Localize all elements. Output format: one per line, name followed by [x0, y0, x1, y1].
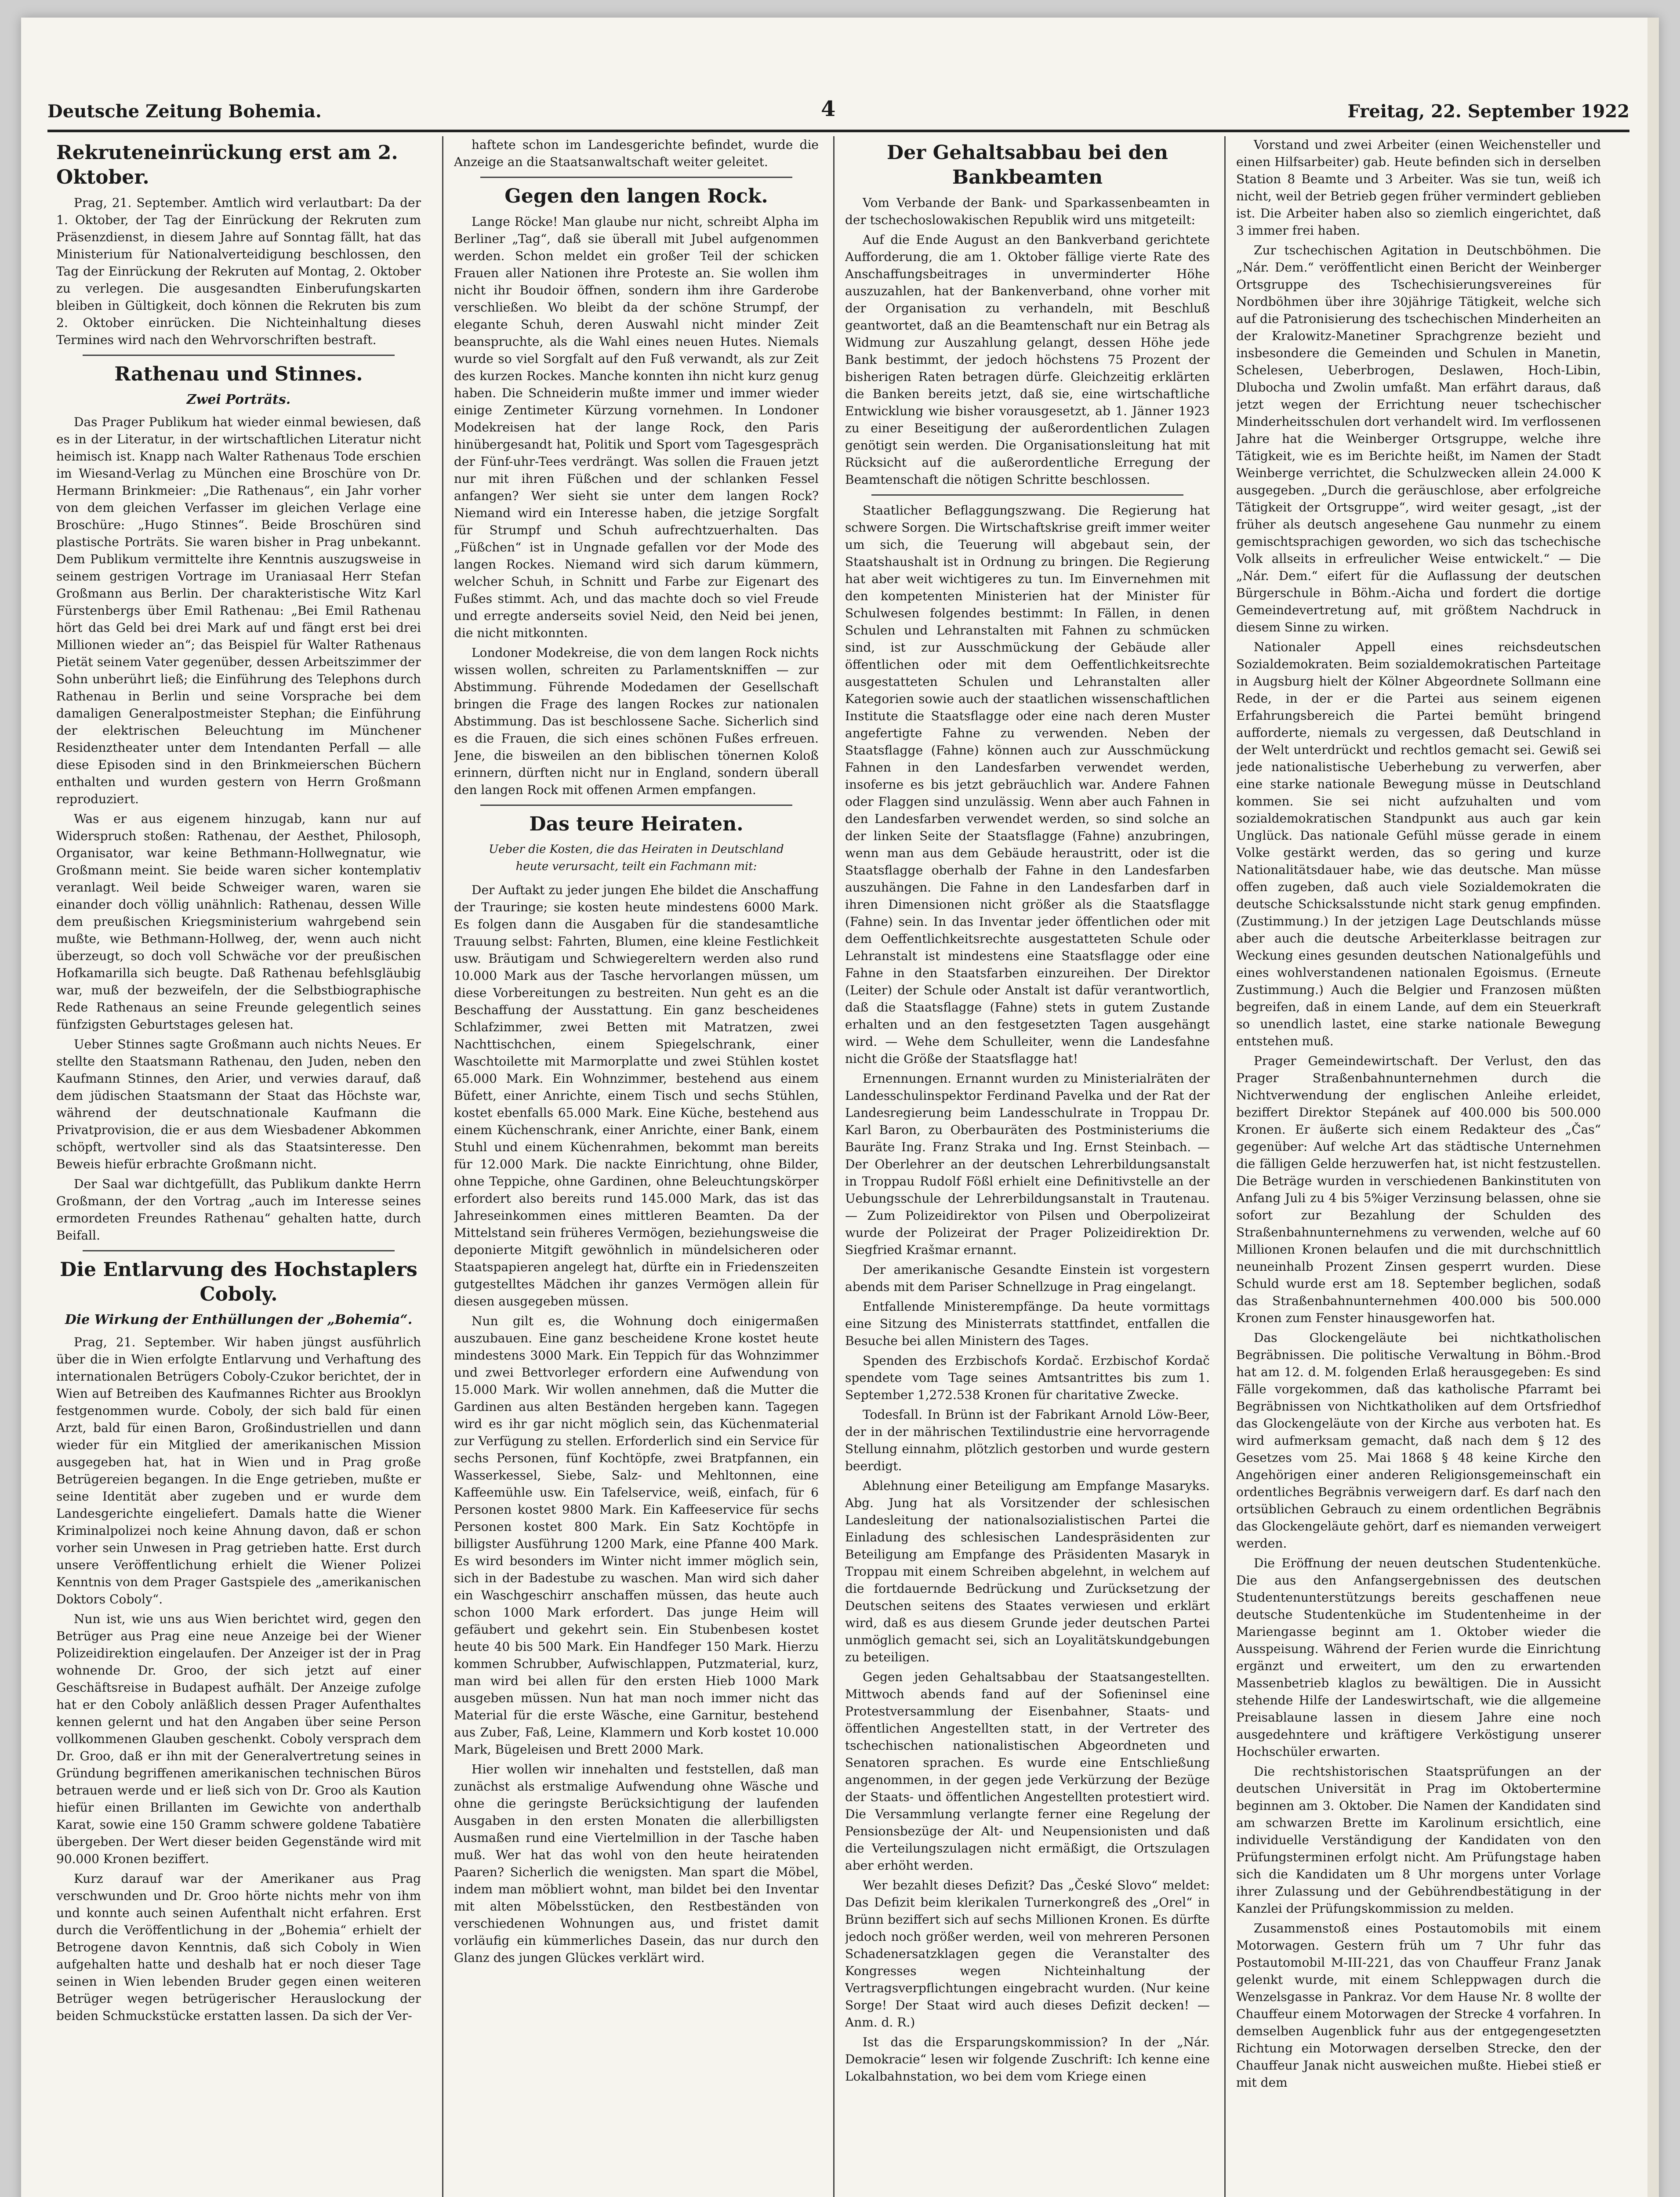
article-title: Das teure Heiraten. [529, 813, 744, 835]
article-paragraph: Ueber Stinnes sagte Großmann auch nichts Neues. Er stellte den Staatsmann Rathenau, den Juden, neben den Kaufmann Stinnes, den Arier, und verwies darauf, daß dem jüdischen Staatsmann der Staat das Höchste war, während der deutschnationale Kaufmann die Privatprovision, die er aus dem Wiesbadener Abkommen schöpft, wertvoller sind als das Staatsinteresse. Den Beweis hiefür erbrachte Großmann nicht. [56, 1037, 421, 1171]
article-title: Gegen den langen Rock. [504, 185, 768, 207]
article-paragraph: Auf die Ende August an den Bankverband gerichtete Aufforderung, die am 1. Oktober fällige vierte Rate des Anschaffungsbeitrages in unverminderter Höhe auszuzahlen, hat der Bankenverband, ohne vorher mit der Organisation zu verhandeln, mit Beschluß geantwortet, daß an die Beamtenschaft nur ein Betrag als Widmung zur Auszahlung gelangt, dessen Höhe jede Bank bestimmt, der jedoch höchstens 75 Prozent der bisherigen Raten betragen dürfe. Gleichzeitig erklärten die Banken bereits jetzt, daß sie, eine wirtschaftliche Entwicklung wie bisher vorausgesetzt, ab 1. Jänner 1923 zu einer Beseitigung der außerordentlichen Zulagen genötigt sein werden. Die Organisationsleitung hat mit Rücksicht auf die außerordentliche Erregung der Beamtenschaft die nötigen Schritte beschlossen. [845, 232, 1210, 487]
news-item: Zusammenstoß eines Postautomobils mit einem Motorwagen. Gestern früh um 7 Uhr fuhr das Postautomobil M-III-221, das von Chauffeur Franz Janak gelenkt wurde, mit einem Schleppwagen durch die Wenzelsgasse in Pankraz. Vor dem Hause Nr. 8 wollte der Chauffeur einem Motorwagen der Strecke 4 vorfahren. In demselben Augenblick fuhr aus der entgegengesetzten Richtung ein Motorwagen derselben Strecke, den der Chauffeur Janak nicht ausweichen mußte. Hiebei stieß er mit dem [1236, 1921, 1601, 2090]
news-item: Die Eröffnung der neuen deutschen Studentenküche. Die aus den Anfangsergebnissen des deutschen Studentenunterstützungs bereits geschaffenen neue deutsche Studentenküche im Studentenheime in der Mariengasse beginnt am 1. Oktober wieder die Ausspeisung. Während der Ferien wurde die Einrichtung ergänzt und erweitert, um den zu erwartenden Massenbetrieb klaglos zu bewältigen. Die in Aussicht stehende Hilfe der Landeswirtschaft, wie die allgemeine Preisablaune lassen in diesem Jahre eine noch ausgedehntere und kräftigere Verköstigung unserer Hochschüler erwarten. [1236, 1556, 1601, 1759]
column-divider [833, 136, 835, 2197]
article-paragraph: Das Prager Publikum hat wieder einmal bewiesen, daß es in der Literatur, in der wirtschaftlichen Literatur nicht heimisch ist. Knapp nach Walter Rathenaus Tode erschien im Wiesand-Verlag zu München eine Broschüre von Dr. Hermann Brinkmeier: „Die Rathenaus“, ein Jahr vorher von dem gleichen Verfasser im gleichen Verlage eine Broschüre: „Hugo Stinnes“. Beide Broschüren sind plastische Porträts. Sie waren bisher in Prag unbekannt. Dem Publikum vermittelte ihre Kenntnis auszugsweise in seinem gestrigen Vortrage im Uraniasaal Herr Stefan Großmann aus Berlin. Der charakteristische Witz Karl Fürstenbergs über Emil Rathenau: „Bei Emil Rathenau hört das Geld bei drei Mark auf und fängt erst bei drei Millionen wieder an“; das Beispiel für Walter Rathenaus Pietät seinem Vater gegenüber, dessen Arbeitszimmer der Sohn unberührt ließ; die Einführung des Telephons durch Rathenau in Berlin und seine Vorsprache bei dem damaligen Generalpostmeister Stephan; die Einführung der elektrischen Beleuchtung im Münchener Residenztheater unter dem Intendanten Perfall — alle diese Episoden sind in den Brinkmeierschen Büchern enthalten und wurden gestern von Herrn Großmann reproduziert. [56, 415, 421, 806]
page-edge [1647, 18, 1659, 2197]
article-paragraph: Hier wollen wir innehalten und feststellen, daß man zunächst als erstmalige Aufwendung ohne Wäsche und ohne die geringste Berücksichtigung der laufenden Ausgaben in den ersten Monaten die allerbilligsten Ausmaßen rund eine Viertelmillion in der Tasche haben muß. Wer hat das wohl von den heute heiratenden Paaren? Sicherlich die wenigsten. Man spart die Möbel, indem man möbliert wohnt, man bildet bei den Inventar mit alten Möbelsstücken, den Restbeständen von verschiedenen Wohnungen aus, und fristet damit vorläufig ein kümmerliches Dasein, das nur durch den Glanz des jungen Glückes verklärt wird. [454, 1762, 819, 1965]
news-item: Nationaler Appell eines reichsdeutschen Sozialdemokraten. Beim sozialdemokratischen Parteitage in Augsburg hielt der Kölner Abgeordnete Sollmann eine Rede, in der er die Partei aus seinem eigenen Erfahrungsbereich die Partei bemüht bringend aufforderte, niemals zu vergessen, daß Deutschland in der Welt unterdrückt und rechtlos gemacht sei. Gewiß sei jede nationalistische Ueberhebung zu verwerfen, aber eine starke nationale Bewegung müsse in Deutschland kommen. Sie sei nicht aufzuhalten und vom sozialdemokratischen Standpunkt aus auch gar kein Unglück. Das nationale Gefühl müsse gerade in einem Volke gestärkt werden, das so gering und kurze Nationalitätsdauer habe, wie das deutsche. Man müsse offen zugeben, daß auch viele Sozialdemokraten die deutsche Schicksalsstunde nicht stark genug empfinden. (Zustimmung.) In der jetzigen Lage Deutschlands müsse aber auch die deutsche Arbeiterklasse beitragen zur Weckung eines gesunden deutschen Nationalgefühls und eines wohlverstandenen nationalen Egoismus. (Erneute Zustimmung.) Auch die Belgier und Franzosen müßten begreifen, daß in einem Lande, auf dem ein Steuerkraft so unendlich lastet, eine starke nationale Bewegung entstehen muß. [1236, 640, 1601, 1048]
article-title: Rathenau und Stinnes. [114, 363, 363, 385]
news-item: Ablehnung einer Beteiligung am Empfange Masaryks. Abg. Jung hat als Vorsitzender der schlesischen Landesleitung der nationalsozialistischen Partei die Einladung des schlesischen Landespräsidenten zur Beteiligung am Empfange des Präsidenten Masaryk in Troppau mit einem Schreiben abgelehnt, in welchem auf die fortdauernde Bedrückung und Zurücksetzung der Deutschen seitens des Staates verwiesen und erklärt wird, daß es aus diesem Grunde jeder deutschen Partei unmöglich gemacht sei, sich an Loyalitätskundgebungen zu beteiligen. [845, 1479, 1210, 1664]
news-item: Entfallende Ministerempfänge. Da heute vormittags eine Sitzung des Ministerrats stattfindet, entfallen die Besuche bei allen Ministern des Tages. [845, 1299, 1210, 1348]
column-2 [454, 136, 819, 2197]
article-paragraph: Nun ist, wie uns aus Wien berichtet wird, gegen den Betrüger aus Prag eine neue Anzeige bei der Wiener Polizeidirektion eingelaufen. Der Anzeiger ist der in Prag wohnende Dr. Groo, der sich jetzt auf einer Geschäftsreise in Budapest aufhält. Der Anzeige zufolge hat er den Coboly anläßlich dessen Prager Aufenthaltes kennen gelernt und hat den Angaben über seine Person vollkommenen Glauben geschenkt. Coboly versprach dem Dr. Groo, daß er ihn mit der Generalvertretung seines in Gründung begriffenen amerikanischen technischen Büros betrauen werde und er ließ sich von Dr. Groo als Kaution hiefür einen Brillanten im Gewichte von anderthalb Karat, sowie eine 150 Gramm schwere goldene Tabatière übergeben. Der Wert dieser beiden Gegenstände wird mit 90.000 Kronen beziffert. [56, 1612, 421, 1866]
article-title: Der Gehaltsabbau bei den Bankbeamten [887, 141, 1168, 189]
article-title: Rekruteneinrückung erst am 2. Oktober. [56, 141, 398, 189]
article-separator [83, 1250, 395, 1251]
news-item: Prager Gemeindewirtschaft. Der Verlust, den das Prager Straßenbahnunternehmen durch die Nichtverwendung der englischen Anleihe erleidet, beziffert Direktor Stepánek auf 400.000 bis 500.000 Kronen. Er äußerte sich einem Redakteur des „Čas“ gegenüber: Auf welche Art das städtische Unternehmen die fälligen Gelde herzuwerfen hat, ist nicht festzustellen. Die Beträge wurden in verschiedenen Bankinstituten von Anfang Juli zu 4 bis 5%iger Verzinsung belassen, ohne sie sofort zur Bezahlung der Schulden des Straßenbahnunternehmens zu verwenden, welche auf 60 Millionen Kronen belaufen und die mit durchschnittlich neuneinhalb Prozent Zinsen gesperrt wurden. Diese Schuld wurde erst am 18. September beglichen, sodaß das Straßenbahnunternehmen 400.000 bis 500.000 Kronen zum Fenster hinausgeworfen hat. [1236, 1054, 1601, 1325]
article-paragraph: Prag, 21. September. Amtlich wird verlautbart: Da der 1. Oktober, der Tag der Einrückung der Rekruten zum Präsenzdienst, in diesem Jahre auf Sonntag fällt, hat das Ministerium für Nationalverteidigung beschlossen, den Tag der Einrückung der Rekruten auf Montag, 2. Oktober zu verlegen. Die ausgesandten Einberufungskarten bleiben in Gültigkeit, doch können die Rekruten bis zum 2. Oktober einrücken. Die Nichteinhaltung dieses Termines wird nach den Wehrvorschriften bestraft. [56, 196, 421, 347]
article-paragraph: Kurz darauf war der Amerikaner aus Prag verschwunden und Dr. Groo hörte nichts mehr von ihm und konnte auch seinen Aufenthalt nicht erfahren. Erst durch die Veröffentlichung in der „Bohemia“ erhielt der Betrogene davon Kenntnis, daß sich Coboly in Wien aufgehalten hatte und deshalb hat er noch dieser Tage seinen in Wien lebenden Bruder gegen einen weiteren Betrüger wegen betrügerischer Herauslockung der beiden Schmuckstücke erstatten lassen. Da sich der Ver- [56, 1871, 421, 2023]
issue-date: Freitag, 22. September 1922 [1347, 101, 1629, 122]
article-separator [83, 355, 395, 356]
article-paragraph: Der Saal war dichtgefüllt, das Publikum dankte Herrn Großmann, der den Vortrag „auch im Interesse seines ermordeten Freundes Rathenau“ gehalten hatte, durch Beifall. [56, 1177, 421, 1243]
article-subtitle: Die Wirkung der Enthüllungen der „Bohemia“. [65, 1312, 413, 1327]
article-lead: Vom Verbande der Bank- und Sparkassenbeamten in der tschechoslowakischen Republik wird uns mitgeteilt: [845, 196, 1210, 227]
column-divider [442, 136, 443, 2197]
article-paragraph: Der Auftakt zu jeder jungen Ehe bildet die Anschaffung der Trauringe; sie kosten heute mindestens 6000 Mark. Es folgen dann die Ausgaben für die standesamtliche Trauung selbst: Fahrten, Blumen, eine kleine Festlichkeit usw. Bräutigam und Schwiegereltern werden also rund 10.000 Mark aus der Tasche hervorlangen müssen, um diese Vorbereitungen zu bestreiten. Nun geht es an die Beschaffung der Ausstattung. Ein ganz bescheidenes Schlafzimmer, zwei Betten mit Matratzen, zwei Nachttischchen, einem Spiegelschrank, einer Waschtoilette mit Marmorplatte und zwei Stühlen kostet 65.000 Mark. Ein Wohnzimmer, bestehend aus einem Büfett, einer Anrichte, einem Tisch und sechs Stühlen, kostet ebenfalls 65.000 Mark. Eine Küche, bestehend aus einem Küchenschrank, einer Anrichte, einer Bank, einem Stuhl und einem Küchenrahmen, bekommt man bereits für 12.000 Mark. Die nackte Einrichtung, ohne Bilder, ohne Teppiche, ohne Gardinen, ohne Beleuchtungskörper erfordert also bereits rund 145.000 Mark, das ist das Jahreseinkommen eines mittleren Beamten. Da der Mittelstand sein früheres Vermögen, beziehungsweise die deponierte Mitgift gewöhnlich in mündelsicheren oder Staatspapieren angelegt hat, dürfte ein in Friedenszeiten gutgestelltes Mädchen ihr ganzes Vermögen allein für diesen ausgegeben müssen. [454, 883, 819, 1309]
newspaper-page [21, 18, 1659, 2197]
paper-name: Deutsche Zeitung Bohemia. [47, 101, 322, 122]
page-number: 4 [821, 97, 836, 121]
news-item: Ist das die Ersparungskommission? In der „Nár. Demokracie“ lesen wir folgende Zuschrift: Ich kenne eine Lokalbahnstation, wo bei dem vom Kriege einen [845, 2035, 1210, 2084]
column-1 [56, 136, 421, 2197]
article-separator [480, 805, 792, 806]
masthead [47, 88, 1629, 127]
article-separator [871, 494, 1183, 496]
news-item: Todesfall. In Brünn ist der Fabrikant Arnold Löw-Beer, der in der mährischen Textilindustrie eine hervorragende Stellung einnahm, plötzlich gestorben und wurde gestern beerdigt. [845, 1407, 1210, 1473]
article-paragraph: Prag, 21. September. Wir haben jüngst ausführlich über die in Wien erfolgte Entlarvung und Verhaftung des internationalen Betrügers Coboly-Czukor berichtet, der in Wien auf Betreiben des Kaufmannes Richter aus Brooklyn festgenommen wurde. Coboly, der sich bald für einen Arzt, bald für einen Baron, Großindustriellen und dann wieder für ein Mitglied der amerikanischen Mission ausgegeben hat, hat in Wien und in Prag große Betrügereien begangen. In die Enge getrieben, mußte er seine Identität aber zugeben und er wurde dem Landesgerichte eingeliefert. Damals hatte die Wiener Kriminalpolizei noch keine Ahnung davon, daß er schon vorher sein Unwesen in Prag getrieben hatte. Erst durch unsere Veröffentlichung erhielt die Wiener Polizei Kenntnis von dem Prager Gastspiele des „amerikanischen Doktors Coboly“. [56, 1335, 421, 1606]
article-lead: Ueber die Kosten, die das Heiraten in Deutschland heute verursacht, teilt ein Fachmann mit: [489, 843, 784, 873]
news-item: Gegen jeden Gehaltsabbau der Staatsangestellten. Mittwoch abends fand auf der Sofieninsel eine Protestversammlung der Eisenbahner, Staats- und öffentlichen Angestellten statt, in der Vertreter des tschechischen nationalistischen Abgeordneten und Senatoren sprachen. Es wurde eine Entschließung angenommen, in der gegen jede Verkürzung der Bezüge der Staats- und öffentlichen Angestellten protestiert wird. Die Versammlung verlangte ferner eine Regelung der Pensionsbezüge der Alt- und Neupensionisten und daß die Verteilungszulagen nicht ermäßigt, die Ortszulagen aber erhöht werden. [845, 1670, 1210, 1873]
article-paragraph: Vorstand und zwei Arbeiter (einen Weichensteller und einen Hilfsarbeiter) gab. Heute befinden sich in derselben Station 8 Beamte und 3 Arbeiter. Was sie tun, weiß ich nicht, weil der Betrieb gegen früher vermindert geblieben ist. Die Arbeiter haben also so ziemlich eingerichtet, daß 3 immer frei haben. [1236, 138, 1601, 238]
news-item: Ernennungen. Ernannt wurden zu Ministerialräten der Landesschulinspektor Ferdinand Pavelka und der Rat der Landesregierung beim Landesschulrate in Troppau Dr. Karl Baron, zu Oberbauräten des Postministeriums die Bauräte Ing. Franz Straka und Ing. Ernst Steinbach. — Der Oberlehrer an der deutschen Lehrerbildungsanstalt in Troppau Rudolf Fößl erhielt eine Definitivstelle an der Uebungsschule der Lehrerbildungsanstalt in Trautenau. — Zum Polizeidirektor von Pilsen und Oberpolizeirat wurde der Polizeirat der Prager Polizeidirektion Dr. Siegfried Krašmar ernannt. [845, 1071, 1210, 1257]
news-item: Das Glockengeläute bei nichtkatholischen Begräbnissen. Die politische Verwaltung in Böhm.-Brod hat am 12. d. M. folgenden Erlaß herausgegeben: Es sind Fälle vorgekommen, daß das katholische Pfarramt bei Begräbnissen von Nichtkatholiken auf dem Ortsfriedhof das Glockengeläute von der Kirche aus verboten hat. Es wird aufmerksam gemacht, daß nach dem § 12 des Gesetzes vom 25. Mai 1868 § 48 keine Kirche den Angehörigen einer anderen Religionsgemeinschaft ein ordentliches Begräbnis verweigern darf. Es darf nach den ortsüblichen Gebrauch zu einem ordentlichen Begräbnis das Glockengeläute gehört, darf es niemanden verweigert werden. [1236, 1331, 1601, 1551]
article-subtitle: Zwei Porträts. [186, 392, 291, 407]
column-3 [845, 136, 1210, 2197]
article-paragraph: haftete schon im Landesgerichte befindet, wurde die Anzeige an die Staatsanwaltschaft weiter geleitet. [454, 138, 819, 169]
news-item: Zur tschechischen Agitation in Deutschböhmen. Die „Nár. Dem.“ veröffentlicht einen Bericht der Weinberger Ortsgruppe des Tschechisierungsvereines für Nordböhmen über ihre 30jährige Tätigkeit, welche sich auf die Patronisierung des tschechischen Minderheiten an der Kralowitz-Manetiner Sprachgrenze bezieht und insbesondere die Gemeinden und Schulen in Manetin, Schelesen, Ueberbrogen, Deslawen, Hoch-Libin, Dlubocha und Zwolin umfaßt. Man erfährt daraus, daß jetzt wegen der Errichtung neuer tschechischer Minderheitsschulen dort verhandelt wird. Im verflossenen Jahre hat die Weinberger Ortsgruppe, welche ihre Tätigkeit, wie es im Berichte heißt, im Namen der Stadt Weinberge verrichtet, die Schulzwecken allein 24.000 K ausgegeben. „Durch die geräuschlose, aber erfolgreiche Tätigkeit der Ortsgruppe“, wird weiter gesagt, „ist der früher als deutsch angesehene Gau nunmehr zu einem gemischtsprachigen geworden, wo sich das tschechische Volk allseits in erfreulicher Weise entwickelt.“ — Die „Nár. Dem.“ eifert für die Auflassung der deutschen Bürgerschule in Böhm.-Aicha und fordert die dortige Gemeindevertretung auf, mit größtem Nachdruck in diesem Sinne zu wirken. [1236, 243, 1601, 634]
news-item: Der amerikanische Gesandte Einstein ist vorgestern abends mit dem Pariser Schnellzuge in Prag eingelangt. [845, 1262, 1210, 1294]
article-paragraph: Londoner Modekreise, die von dem langen Rock nichts wissen wollen, schreiten zu Parlamentskniffen — zur Abstimmung. Führende Modedamen der Gesellschaft bringen die Frage des langen Rockes zur nationalen Abstimmung. Das ist beschlossene Sache. Sicherlich sind es die Frauen, die sich eines schönen Fußes erfreuen. Jene, die bisweilen an den biblischen tönernen Koloß erinnern, dürften nicht nur in England, sondern überall den langen Rock mit offenen Armen empfangen. [454, 645, 819, 797]
masthead-rule [47, 130, 1629, 132]
news-item: Spenden des Erzbischofs Kordač. Erzbischof Kordač spendete vom Tage seines Amtsantrittes bis zum 1. September 1,272.538 Kronen für charitative Zwecke. [845, 1353, 1210, 1402]
column-4 [1236, 136, 1601, 2197]
article-paragraph: Nun gilt es, die Wohnung doch einigermaßen auszubauen. Eine ganz bescheidene Krone kostet heute mindestens 3000 Mark. Ein Teppich für das Wohnzimmer und zwei Bettvorleger erfordern eine Aufwendung von 15.000 Mark. Wir wollen annehmen, daß die Mutter die Gardinen aus alten Beständen hergeben kann. Tagegen wird es ihr gar nicht möglich sein, das Küchenmaterial zur Verfügung zu stellen. Erforderlich sind ein Service für sechs Personen, fünf Kochtöpfe, zwei Bratpfannen, ein Wasserkessel, Siebe, Salz- und Mehltonnen, eine Kaffeemühle usw. Ein Tafelservice, weiß, einfach, für 6 Personen kostet 9800 Mark. Ein Kaffeeservice für sechs Personen kostet 800 Mark. Ein Satz Kochtöpfe in billigster Ausführung 1200 Mark, eine Pfanne 400 Mark. Es wird besonders im Winter nicht immer möglich sein, sich in der Badestube zu waschen. Man wird sich daher ein Waschgeschirr anschaffen müssen, das heute auch schon 1000 Mark erfordert. Das junge Heim will gefäubert und gekehrt sein. Ein Stubenbesen kostet heute 40 bis 500 Mark. Ein Handfeger 150 Mark. Hierzu kommen Schrubber, Aufwischlappen, Putzmaterial, kurz, man wird bei allen für den ersten Hieb 1000 Mark ausgeben müssen. Nun hat man noch immer nicht das Material für die erste Wäsche, eine Garnitur, bestehend aus Zuber, Faß, Leine, Klammern und Korb kostet 10.000 Mark, Bügeleisen und Brett 2000 Mark. [454, 1314, 819, 1757]
article-paragraph: Was er aus eigenem hinzugab, kann nur auf Widerspruch stoßen: Rathenau, der Aesthet, Philosoph, Organisator, war keine Bethmann-Hollwegnatur, wie Großmann meint. Sie beide waren sicher kontemplativ veranlagt. Weil beide Schweiger waren, waren sie einander doch völlig unähnlich: Rathenau, dessen Wille dem preußischen Kriegsministerium wahrgebend sein mußte, wie Bethmann-Hollweg, der, wenn auch nicht überzeugt, so doch voll Schwäche vor der preußischen Hofkamarilla sich beugte. Daß Rathenau befehlsgläubig war, muß der bezweifeln, der die Selbstbiographische Rede Rathenaus an seine Freunde gelegentlich seines fünfzigsten Geburtstages gelesen hat. [56, 812, 421, 1032]
column-divider [1224, 136, 1226, 2197]
news-item: Die rechtshistorischen Staatsprüfungen an der deutschen Universität in Prag im Oktobertermine beginnen am 3. Oktober. Die Namen der Kandidaten sind am schwarzen Brette im Karolinum ersichtlich, eine individuelle Verständigung der Kandidaten von den Prüfungsterminen erfolgt nicht. Am Prüfungstage haben sich die Kandidaten um 8 Uhr morgens unter Vorlage ihrer Zulassung und der Gebührendbestätigung in der Kanzlei der Prüfungskommission zu melden. [1236, 1764, 1601, 1916]
article-title: Die Entlarvung des Hochstaplers Coboly. [60, 1258, 417, 1305]
article-separator [480, 177, 792, 178]
article-paragraph: Lange Röcke! Man glaube nur nicht, schreibt Alpha im Berliner „Tag“, daß sie überall mit Jubel aufgenommen werden. Schon meldet ein großer Teil der schicken Frauen aller Nationen ihre Proteste an. Sie wollen ihm nicht ihr Boudoir öffnen, sondern ihm ihre Garderobe verschließen. Wo bleibt da der schöne Strumpf, der elegante Schuh, deren Auswahl nicht minder Zeit beanspruchte, als die Wahl eines neuen Hutes. Niemals wurde so viel Sorgfalt auf den Fuß verwandt, als zur Zeit des kurzen Rockes. Manche konnten ihn nicht kurz genug haben. Die Schneiderin mußte immer und immer wieder einige Zentimeter Kürzung vornehmen. In Londoner Modekreisen hat der lange Rock, den Paris hinübergesandt hat, Politik und Sport vom Tagesgespräch der Fünf-uhr-Tees verdrängt. Was sollen die Frauen jetzt nur mit ihren Füßchen und der schlanken Fessel anfangen? Wer sieht sie unter dem langen Rock? Niemand wird ein Interesse haben, die jetzige Sorgfalt für Strumpf und Schuh aufrechtzuerhalten. Das „Füßchen“ ist in Ungnade gefallen vor der Mode des langen Rockes. Niemand wird sich darum kümmern, welcher Schuh, in Schnitt und Farbe zur Eigenart des Fußes stimmt. Ach, und das machte doch so viel Freude und erregte anderseits soviel Neid, den Neid bei jenen, die nicht mitkonnten. [454, 214, 819, 640]
news-item: Wer bezahlt dieses Defizit? Das „České Slovo“ meldet: Das Defizit beim klerikalen Turnerkongreß des „Orel“ in Brünn beziffert sich auf sechs Millionen Kronen. Es dürfte jedoch noch größer werden, weil von mehreren Personen Schadenersatzklagen gegen die Veranstalter des Kongresses wegen Nichteinhaltung der Vertragsverpflichtungen eingebracht wurden. (Nur keine Sorge! Der Staat wird auch dieses Defizit decken! — Anm. d. R.) [845, 1878, 1210, 2030]
news-item: Staatlicher Beflaggungszwang. Die Regierung hat schwere Sorgen. Die Wirtschaftskrise greift immer weiter um sich, die Teuerung will abgebaut sein, der Staatshaushalt ist in Ordnung zu bringen. Die Regierung hat aber weit wichtigeres zu tun. Im Einvernehmen mit den kompetenten Ministerien hat der Minister für Schulwesen folgendes bestimmt: In Fällen, in denen Schulen und Lehranstalten mit Fahnen zu schmücken sind, ist zur Ausschmückung der Gebäude aller öffentlichen oder mit dem Oeffentlichkeitsrechte ausgestatteten Schulen und Lehranstalten aller Kategorien sowie auch der staatlichen wissenschaftlichen Institute die Staatsflagge oder eine nach deren Muster angefertigte Fahne zu verwenden. Neben der Staatsflagge (Fahne) können auch zur Ausschmückung Fahnen in den Landesfarben verwendet werden, insoferne es bis jetzt gebräuchlich war. Andere Fahnen oder Flaggen sind unzulässig. Wenn aber auch Fahnen in den Landesfarben verwendet werden, so sind solche an der linken Seite der Staatsflagge (Fahne) anzubringen, wenn man aus dem Gebäude heraustritt, oder ist die Staatsflagge oberhalb der Fahne in den Landesfarben auszuhängen. Die Fahne in den Landesfarben darf in ihren Dimensionen nicht größer als die Staatsflagge (Fahne) sein. In das Inventar jeder öffentlichen oder mit dem Oeffentlichkeitsrechte ausgestatteten Schule oder Lehranstalt ist mindestens eine Staatsflagge oder eine Fahne in den Staatsfarben einzureihen. Der Direktor (Leiter) der Schule oder Anstalt ist dafür verantwortlich, daß die Staatsflagge (Fahne) stets in gutem Zustande erhalten und an den festgesetzten Tagen ausgehängt wird. — Wehe dem Schulleiter, wenn die Landesfahne nicht die Größe der Staatsflagge hat! [845, 503, 1210, 1066]
